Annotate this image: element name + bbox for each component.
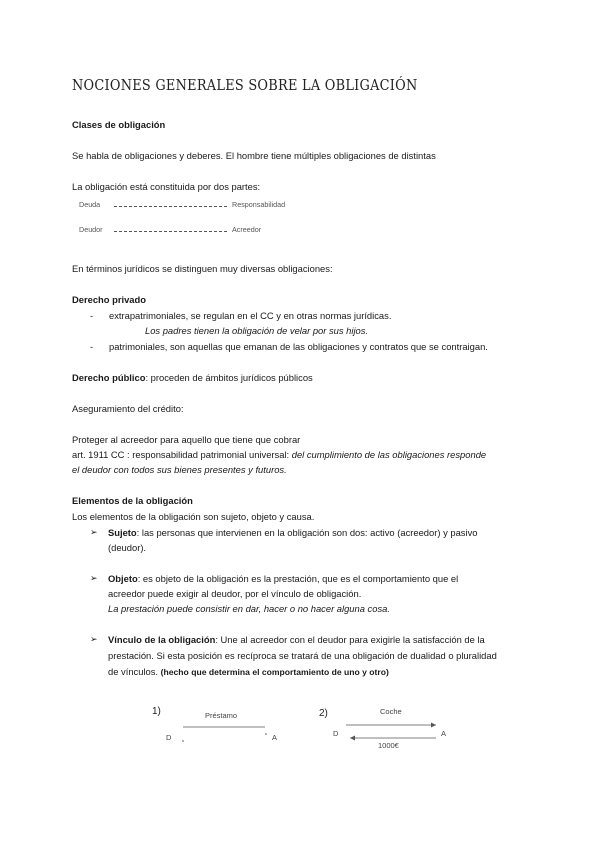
partes-left-1: Deuda [79, 200, 101, 209]
arrow-bullet-icon: ➢ [90, 573, 98, 583]
sujeto-line1: : las personas que intervienen en la obligación son dos: activo (acreedor) y pasivo [136, 527, 478, 538]
vinculo-line2: prestación. Si esta posición es recíproca se tratará de una obligación de dualidad o pluralidad [108, 650, 497, 661]
diagram-1-number: 1) [152, 706, 161, 717]
partes-left-2: Deudor [79, 225, 103, 234]
art-italic-1: del cumplimiento de las obligaciones responde [291, 449, 487, 460]
vinculo-line3-bold: (hecho que determina el comportamiento de uno y otro) [160, 667, 389, 677]
section-heading-privado: Derecho privado [72, 294, 146, 305]
example-italic: Los padres tienen la obligación de velar por sus hijos. [145, 325, 369, 336]
diagram-2-left: D [333, 729, 339, 738]
partes-right-1: Responsabilidad [232, 200, 286, 209]
objeto-line3: La prestación puede consistir en dar, hacer o no hacer alguna cosa. [108, 603, 390, 614]
diagram-2-right: A [441, 729, 447, 738]
paragraph-terminos: En términos jurídicos se distinguen muy diversas obligaciones: [72, 263, 333, 274]
art-italic-2: el deudor con todos sus bienes presentes y futuros. [72, 464, 287, 475]
list-marker: - [90, 310, 94, 321]
paragraph-intro: Se habla de obligaciones y deberes. El hombre tiene múltiples obligaciones de distintas [72, 150, 436, 161]
sujeto-line2: (deudor). [108, 542, 147, 553]
section-heading-elementos: Elementos de la obligación [72, 495, 193, 506]
paragraph-partes: La obligación está constituida por dos partes: [72, 181, 261, 192]
publico-text: : proceden de ámbitos jurídicos públicos [145, 372, 313, 383]
art-prefix: art. 1911 CC : responsabilidad patrimonial universal: [72, 449, 292, 460]
list-item-extrapatrimoniales: extrapatrimoniales, se regulan en el CC y en otras normas jurídicas. [109, 310, 392, 321]
paragraph-proteger: Proteger al acreedor para aquello que tiene que cobrar [72, 434, 301, 445]
diagram-2-arrowhead-icon [350, 736, 355, 741]
vinculo-line3-text: de vínculos. [108, 666, 161, 677]
objeto-line1: : es objeto de la obligación es la prestación, que es el comportamiento que el [137, 573, 459, 584]
diagram-1-label: Préstamo [205, 711, 238, 720]
diagram-1-left: D [166, 733, 172, 742]
arrow-bullet-icon: ➢ [90, 634, 98, 644]
paragraph-aseguramiento: Aseguramiento del crédito: [72, 403, 184, 414]
diagram-1-dot [182, 740, 184, 742]
diagram-2-arrowhead-icon [431, 723, 436, 728]
paragraph-elementos-intro: Los elementos de la obligación son sujeto, objeto y causa. [72, 511, 315, 522]
diagram-1-dot [265, 733, 267, 735]
arrow-bullet-icon: ➢ [90, 527, 98, 537]
diagram-2-top: Coche [380, 707, 402, 716]
partes-right-2: Acreedor [232, 225, 262, 234]
page-title: NOCIONES GENERALES SOBRE LA OBLIGACIÓN [72, 76, 418, 94]
diagram-2-number: 2) [319, 708, 328, 719]
vinculo-line1: : Une al acreedor con el deudor para exigirle la satisfacción de la [215, 634, 485, 645]
publico-label: Derecho público [72, 372, 146, 383]
diagram-2-bottom: 1000€ [378, 741, 399, 750]
vinculo-label: Vínculo de la obligación [108, 634, 216, 645]
diagram-1-right: A [272, 733, 278, 742]
sujeto-label: Sujeto [108, 527, 137, 538]
section-heading-clases: Clases de obligación [72, 119, 166, 130]
objeto-line2: acreedor puede exigir al deudor, por el vínculo de obligación. [108, 588, 362, 599]
list-marker: - [90, 341, 94, 352]
objeto-label: Objeto [108, 573, 138, 584]
list-item-patrimoniales: patrimoniales, son aquellas que emanan de las obligaciones y contratos que se contraigan. [109, 341, 488, 352]
